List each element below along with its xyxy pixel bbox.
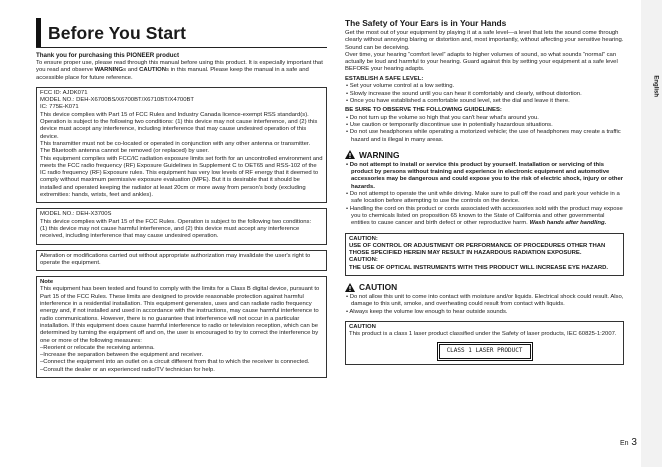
conditions-text: (1) this device may not cause harmful interference, and (2) this device must accept any interference received, including interference that may cause undesired operation.	[40, 225, 300, 240]
laser-caution-box	[345, 233, 624, 276]
caution-triangle-icon	[345, 283, 355, 292]
safety-paragraph-1: Get the most out of your equipment by playing it at a safe level—a level that lets the sound come through clearly without annoying blaring or distortion and, most importantly, without affecting your sensitive hearing. Sound can be deceiving.	[345, 30, 624, 51]
note-label: Note	[40, 279, 54, 286]
list-item: • Use caution or temporarily discontinue use in potentially hazardous situations.	[346, 121, 553, 128]
caution-label: CAUTION	[359, 282, 398, 293]
colocation-text: This transmitter must not be co-located or operated in conjunction with any other antenna or transmitter.	[40, 140, 311, 147]
fcc-box-2	[36, 208, 327, 244]
rf-exposure-text: This equipment complies with FCC/IC radiation exposure limits set forth for an uncontrolled environment and meets the FCC radio frequency (RF) Exposure Guidelines in Supplement C to OET65 and RSS-102 of the IC radio frequency (RF) Exposure rules. This equipment has very low levels of RF energy that it deemed to comply without maximum permissive exposure evaluation (MPE). But it is desirable that it should be installed and operated keeping the radiator at least 20cm or more away from person's body (excluding extremities: hands, wrists, feet and ankles).	[40, 155, 323, 199]
list-item: • Do not attempt to operate the unit while driving. Make sure to pull off the road and park your vehicle in a safe location before attempting to use the controls on the device.	[346, 191, 620, 205]
intro-heading: Thank you for purchasing this PIONEER product	[36, 52, 180, 59]
list-item: • Set your volume control at a low setting.	[346, 83, 455, 90]
fcc-box-3	[36, 250, 327, 272]
model-no-2: MODEL NO.: DEH-X3700S	[40, 211, 112, 218]
language-tab	[641, 0, 662, 467]
compliance-text: This device complies with Part 15 of FCC Rules and Industry Canada licence-exempt RSS standard(s). Operation is subject to the following two conditions: (1) this device may not cause interference, and (2) this device must accept any interference, including interference that may cause undesired operation of this device.	[40, 111, 318, 140]
note-text: This equipment has been tested and found to comply with the limits for a Class B digital device, pursuant to Part 15 of the FCC Rules. These limits are designed to provide reasonable protection against harmful interference in a residential installation. This equipment generates, uses and can radiate radio frequency energy and, if not installed and used in accordance with the instructions, may cause harmful interference to radio communications. However, there is no guarantee that interference will not occur in a particular installation. If this equipment does cause harmful interference to radio or television reception, which can be determined by turning the equipment off and on, the user is encouraged to try to correct the interference by one or more of the following measures:	[40, 286, 320, 344]
page-title-bar	[36, 18, 327, 48]
model-no: MODEL NO.: DEH-X6700BS/X6700BT/X6710BT/X4700BT	[40, 97, 194, 104]
class-caution-box	[345, 321, 624, 365]
page-lang: En	[620, 440, 629, 447]
warning-label: WARNING	[359, 149, 400, 160]
part15-text: This device complies with Part 15 of the FCC Rules. Operation is subject to the following two conditions:	[40, 218, 312, 225]
note-measure: –Connect the equipment into an outlet on a circuit different from that to which the receiver is connected.	[40, 359, 310, 366]
language-tab-label: English	[653, 75, 659, 97]
intro-text: To ensure proper use, please read through this manual before using this product. It is especially important that you read and observe WARNINGs and CAUTIONs in this manual. Please keep the manual in a safe and accessible place for future reference.	[36, 60, 323, 81]
class-box-text: This product is a class 1 laser product classified under the Safety of laser products, IEC 60825-1:2007.	[349, 331, 617, 338]
list-item: • Once you have established a comfortable sound level, set the dial and leave it there.	[346, 97, 570, 104]
note-measure: –Reorient or relocate the receiving antenna.	[40, 344, 155, 351]
alteration-text: Alteration or modifications carried out without appropriate authorization may invalidate the user's right to operate the equipment.	[40, 252, 311, 266]
list-item: • Do not use headphones while operating a motorized vehicle; the use of headphones may create a traffic hazard and is illegal in many areas.	[346, 129, 621, 143]
caution-label: CAUTION:	[349, 235, 378, 242]
list-item: • Slowly increase the sound until you can hear it comfortably and clearly, without distortion.	[346, 90, 582, 97]
left-column	[36, 18, 327, 378]
page-number	[620, 437, 637, 448]
warning-heading	[345, 150, 624, 160]
page-num: 3	[631, 437, 637, 448]
antenna-text: The Bluetooth antenna cannot be removed (or replaced) by user.	[40, 148, 209, 155]
safe-level-heading: ESTABLISH A SAFE LEVEL:	[345, 75, 424, 82]
page-title: Before You Start	[48, 23, 187, 43]
ic-number: IC: 775E-K071	[40, 104, 79, 111]
safety-title: The Safety of Your Ears is in Your Hands	[345, 18, 507, 28]
caution-text: USE OF CONTROL OR ADJUSTMENT OR PERFORMANCE OF PROCEDURES OTHER THAN THOSE SPECIFIED HEREIN MAY RESULT IN HAZARDOUS RADIATION EXPOSURE.	[349, 242, 606, 257]
caution-label: CAUTION:	[349, 257, 378, 264]
warning-triangle-icon	[345, 150, 355, 159]
fcc-id: FCC ID: AJDK071	[40, 89, 88, 96]
right-column	[345, 18, 624, 365]
list-item: • Always keep the volume low enough to hear outside sounds.	[346, 308, 508, 315]
laser-product-label: CLASS 1 LASER PRODUCT	[439, 344, 531, 359]
note-measure: –Consult the dealer or an experienced radio/TV technician for help.	[40, 366, 215, 373]
list-item: • Do not turn up the volume so high that you can't hear what's around you.	[346, 114, 539, 121]
class-box-label: CAUTION	[349, 323, 376, 330]
note-box	[36, 276, 327, 378]
list-item: • Do not allow this unit to come into contact with moisture and/or liquids. Electrical shock could result. Also, damage to this unit, smoke, and overheating could result from contact with liquids.	[346, 294, 624, 308]
fcc-box-1	[36, 87, 327, 203]
title-marker	[36, 18, 41, 47]
list-item: • Do not attempt to install or service this product by yourself. Installation or servicing of this product by persons without training and experience in electronic equipment and automotive accessories may be dangerous and could expose you to the risk of electric shock, injury or other hazards.	[346, 161, 624, 190]
safety-paragraph-2: Over time, your hearing “comfort level” adapts to higher volumes of sound, so what sounds “normal” can actually be loud and harmful to your hearing. Guard against this by setting your equipment at a safe level BEFORE your hearing adapts.	[345, 51, 618, 73]
caution-heading	[345, 282, 624, 292]
caution-text: THE USE OF OPTICAL INSTRUMENTS WITH THIS PRODUCT WILL INCREASE EYE HAZARD.	[349, 264, 608, 271]
note-measure: –Increase the separation between the equipment and receiver.	[40, 352, 204, 359]
guidelines-heading: BE SURE TO OBSERVE THE FOLLOWING GUIDELINES:	[345, 107, 502, 114]
list-item: • Handling the cord on this product or cords associated with accessories sold with the product may expose you to chemicals listed on proposition 65 known to the State of California and other governmental entities to cause cancer and birth defect or other reproductive harm. Wash hands after handling.	[346, 205, 623, 227]
